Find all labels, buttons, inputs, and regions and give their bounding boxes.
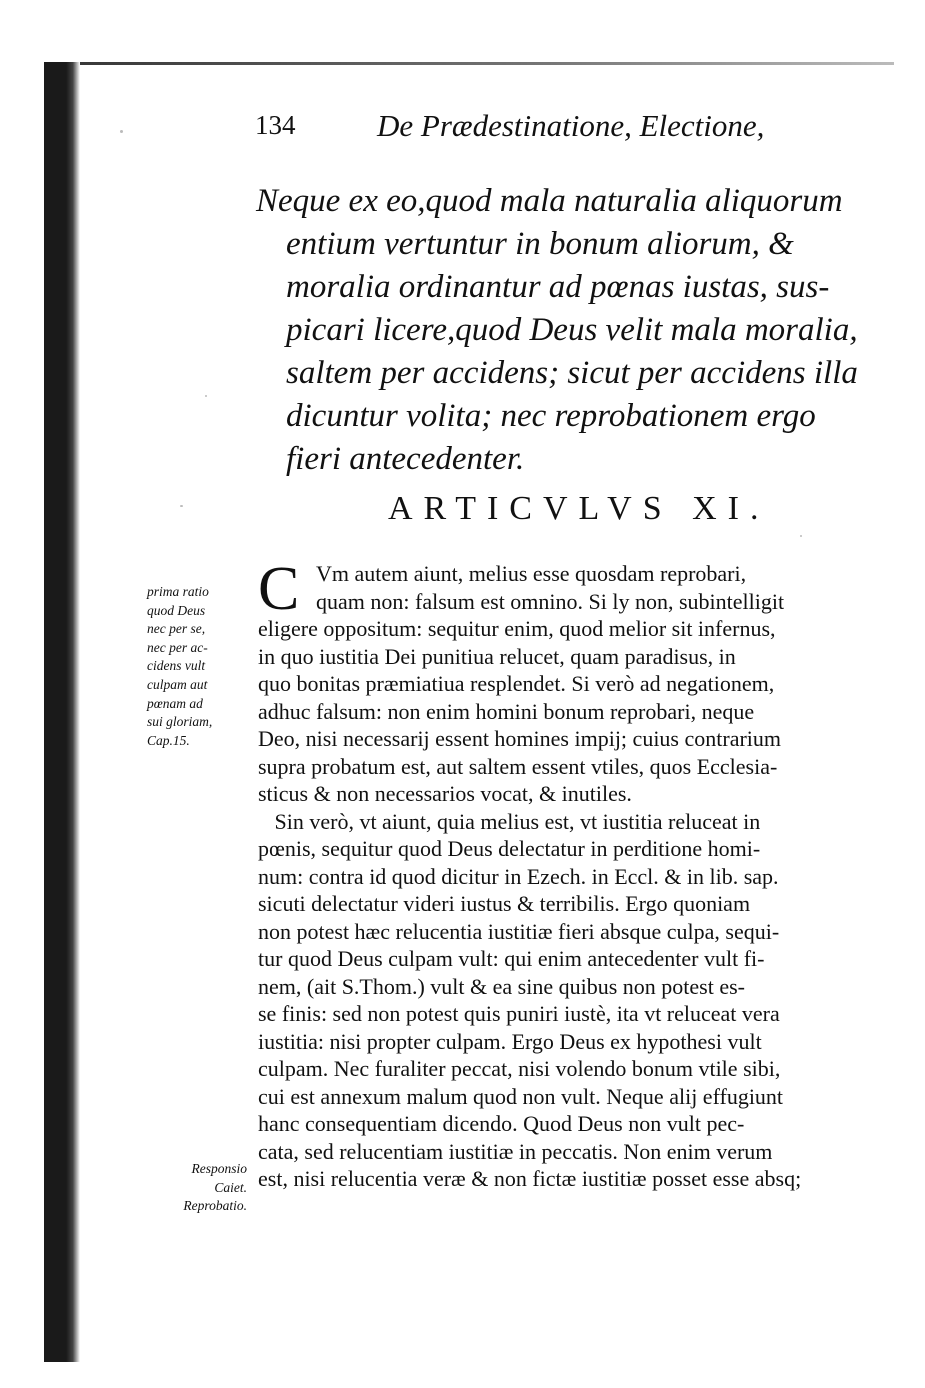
body-line: sicuti delectatur videri iustus & terribilis. Ergo quoniam bbox=[258, 891, 751, 916]
body-line: quo bonitas præmiatiua resplendet. Si verò ad negationem, bbox=[258, 671, 775, 696]
thesis-line: moralia ordinantur ad pœnas iustas, sus- bbox=[286, 269, 830, 305]
body-line: hanc consequentiam dicendo. Quod Deus non vult pec- bbox=[258, 1111, 745, 1136]
thesis-line: Neque ex eo,quod mala naturalia aliquorum bbox=[256, 183, 843, 219]
body-line: eligere oppositum: sequitur enim, quod melior sit infernus, bbox=[258, 616, 776, 641]
body-line: non potest hæc relucentia iustitiæ fieri absque culpa, sequi- bbox=[258, 918, 780, 944]
body-line: est, nisi relucentia veræ & non fictæ iustitiæ posset esse absq; bbox=[258, 1166, 802, 1191]
body-line: quam non: falsum est omnino. Si ly non, subintelligit bbox=[316, 588, 785, 614]
paper-speck bbox=[120, 130, 123, 133]
margin-note-line: culpam aut bbox=[147, 676, 208, 692]
italic-thesis-paragraph bbox=[256, 180, 881, 481]
body-line: iustitia: nisi propter culpam. Ergo Deus ex hypothesi vult bbox=[258, 1028, 762, 1054]
body-line: culpam. Nec furaliter peccat, nisi volendo bonum vtile sibi, bbox=[258, 1056, 781, 1081]
page-number: 134 bbox=[255, 110, 296, 140]
margin-note-line: pœnam ad bbox=[147, 695, 203, 711]
body-line: adhuc falsum: non enim homini bonum reprobari, neque bbox=[258, 698, 755, 724]
drop-cap: C bbox=[258, 555, 300, 623]
page-edge-top bbox=[44, 62, 894, 65]
body-line: in quo iustitia Dei punitiua relucet, quam paradisus, in bbox=[258, 643, 736, 669]
body-line: Vm autem aiunt, melius esse quosdam reprobari, bbox=[316, 561, 747, 586]
body-line: supra probatum est, aut saltem essent vtiles, quos Ecclesia- bbox=[258, 753, 778, 779]
running-head: De Prædestinatione, Electione, bbox=[377, 108, 765, 143]
margin-note-line: Cap.15. bbox=[147, 732, 190, 748]
paper-speck bbox=[800, 535, 802, 537]
margin-note-prima-ratio bbox=[147, 583, 257, 750]
body-line: cata, sed relucentiam iustitiæ in peccatis. Non enim verum bbox=[258, 1138, 773, 1164]
thesis-line: entium vertuntur in bonum aliorum, & bbox=[286, 226, 794, 262]
thesis-line: picari licere,quod Deus velit mala moralia, bbox=[286, 312, 858, 348]
margin-note-line: Reprobatio. bbox=[183, 1198, 247, 1214]
paper-speck bbox=[180, 505, 183, 507]
article-body bbox=[258, 555, 880, 1193]
article-heading: ARTICVLVS XI. bbox=[388, 490, 770, 527]
margin-note-line: sui gloriam, bbox=[147, 714, 213, 730]
body-line: tur quod Deus culpam vult: qui enim antecedenter vult fi- bbox=[258, 946, 765, 971]
thesis-line: dicuntur volita; nec reprobationem ergo bbox=[286, 398, 816, 434]
page-header bbox=[255, 110, 855, 150]
thesis-line: fieri antecedenter. bbox=[286, 441, 525, 477]
paper-speck bbox=[205, 395, 207, 397]
margin-note-line: nec per se, bbox=[147, 621, 206, 637]
body-line: num: contra id quod dicitur in Ezech. in Eccl. & in lib. sap. bbox=[258, 863, 779, 889]
margin-note-line: Responsio bbox=[191, 1161, 247, 1176]
body-line: sticus & non necessarios vocat, & inutiles. bbox=[258, 781, 632, 806]
thesis-line: saltem per accidens; sicut per accidens illa bbox=[286, 355, 858, 391]
book-binding-shadow bbox=[44, 62, 80, 1362]
margin-note-line: quod Deus bbox=[147, 602, 206, 618]
body-line: Sin verò, vt aiunt, quia melius est, vt iustitia reluceat in bbox=[258, 808, 761, 834]
body-line: se finis: sed non potest quis puniri iustè, ita vt reluceat vera bbox=[258, 1001, 780, 1026]
margin-note-line: cidens vult bbox=[147, 658, 206, 674]
margin-note-line: prima ratio bbox=[147, 584, 209, 599]
body-line: nem, (ait S.Thom.) vult & ea sine quibus non potest es- bbox=[258, 973, 745, 999]
body-line: pœnis, sequitur quod Deus delectatur in perditione homi- bbox=[258, 836, 761, 861]
body-line: Deo, nisi necessarij essent homines impij; cuius contrarium bbox=[258, 726, 782, 751]
margin-note-responsio bbox=[127, 1160, 257, 1216]
margin-note-line: nec per ac- bbox=[147, 639, 208, 655]
margin-note-line: Caiet. bbox=[214, 1179, 247, 1195]
body-line: cui est annexum malum quod non vult. Neque alij effugiunt bbox=[258, 1083, 784, 1109]
